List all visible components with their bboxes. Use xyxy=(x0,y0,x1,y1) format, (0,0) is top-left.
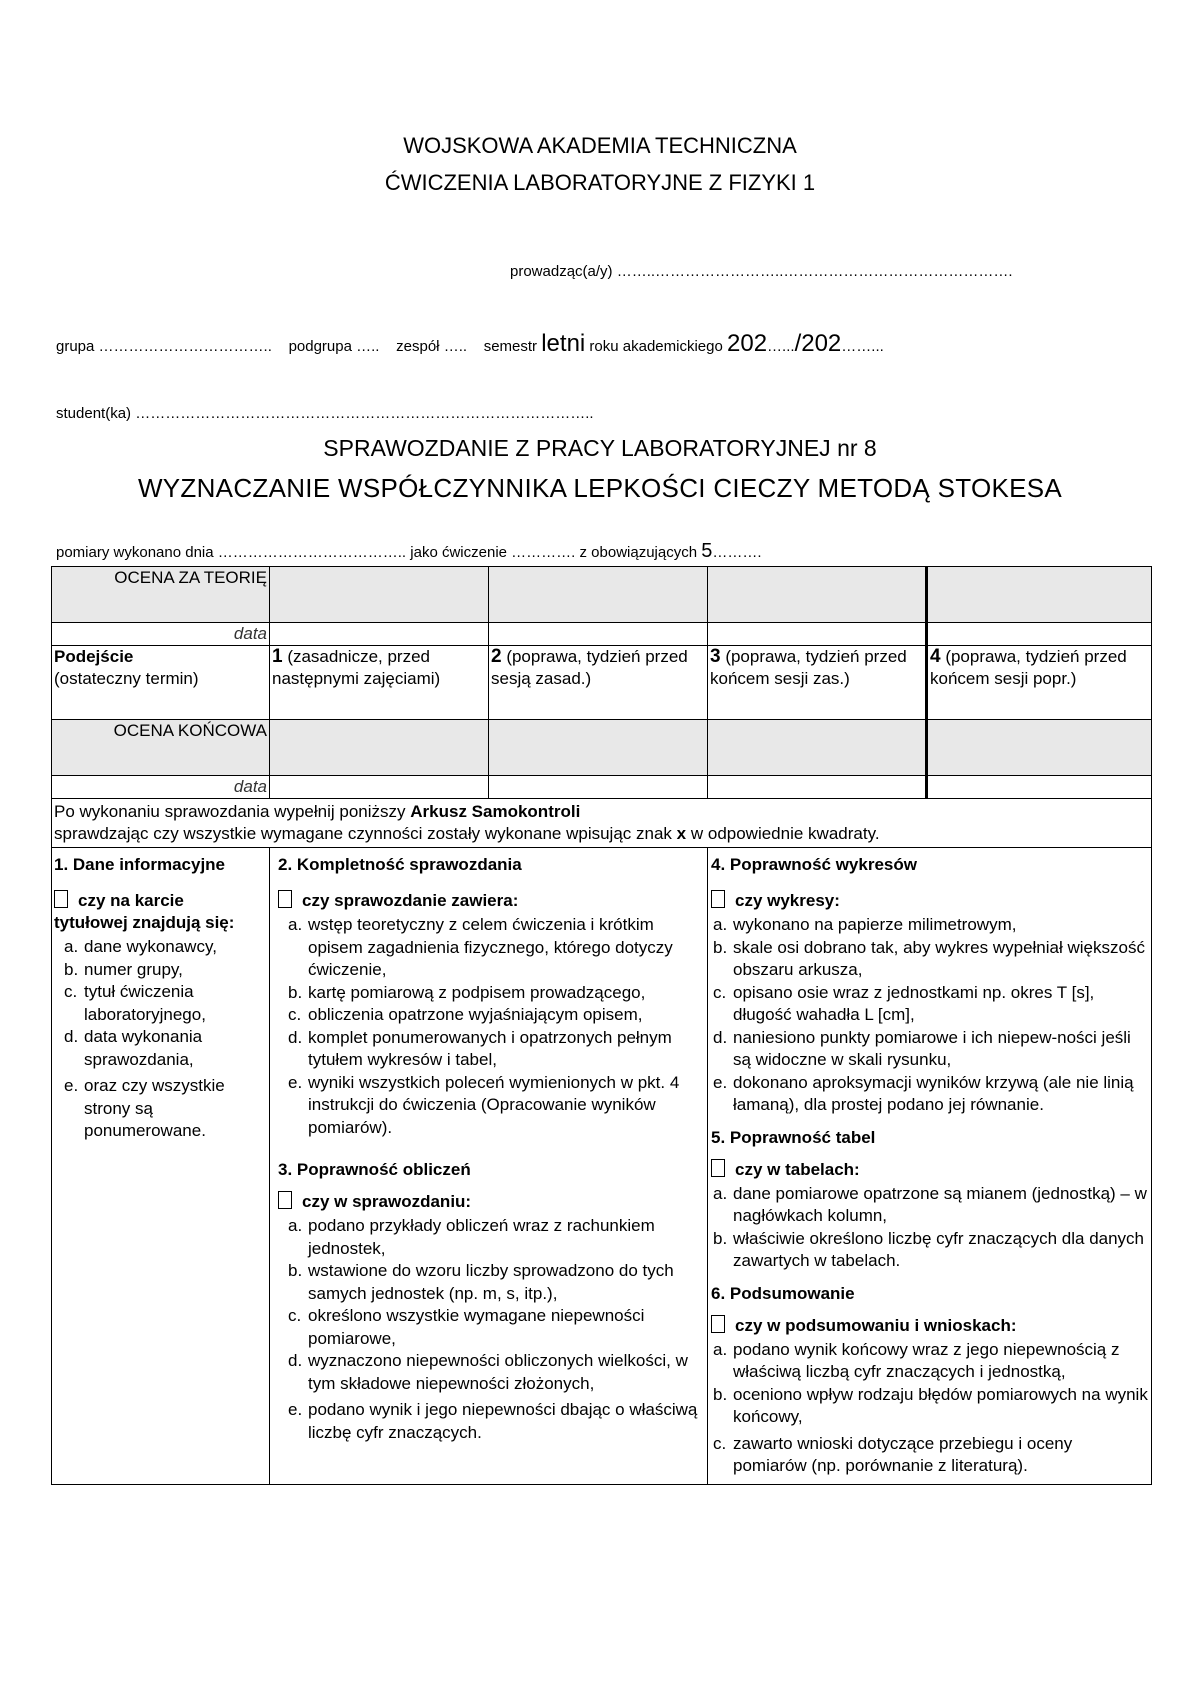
list-item: a. wstęp teoretyczny z celem ćwiczenia i krótkim opisem zagadnienia fizycznego, którego dotyczy ćwiczenie, xyxy=(288,915,673,979)
list-item: b. wstawione do wzoru liczby sprowadzono do tych samych jednostek (np. m, s, itp.), xyxy=(288,1261,674,1303)
student-row xyxy=(56,405,594,422)
final-date-cell-4[interactable] xyxy=(927,776,1152,799)
section-5-title: 5. Poprawność tabel xyxy=(711,1127,876,1147)
final-grade-label: OCENA KOŃCOWA xyxy=(52,720,270,776)
self-check-intro-line2: sprawdzając czy wszystkie wymagane czynności zostały wykonane wpisując znak x w odpowiednie kwadraty. xyxy=(54,824,880,843)
year-start-field[interactable]: …... xyxy=(767,338,795,355)
section-6-checkbox[interactable] xyxy=(711,1315,725,1333)
approach-label-cell xyxy=(52,646,270,720)
list-item: e. podano wynik i jego niepewności dbając o właściwą liczbę cyfr znaczących. xyxy=(288,1400,698,1442)
list-item: d. data wykonania sprawozdania, xyxy=(64,1027,203,1069)
section-4-checkbox[interactable] xyxy=(711,890,725,908)
list-item: d. wyznaczono niepewności obliczonych wielkości, w tym składowe niepewności złożonych, xyxy=(288,1351,688,1393)
approach-row xyxy=(52,646,1152,720)
section-4-list xyxy=(711,914,1149,1117)
list-item: b. skale osi dobrano tak, aby wykres wypełniał większość obszaru arkusza, xyxy=(713,937,1145,979)
section-2-3-cell xyxy=(270,848,708,1485)
instructor-label: prowadząc(a/y) xyxy=(510,263,613,280)
final-grade-row xyxy=(52,720,1152,776)
report-title: SPRAWOZDANIE Z PRACY LABORATORYJNEJ nr 8 xyxy=(323,435,877,461)
grading-table xyxy=(51,566,1152,1485)
measurement-row xyxy=(56,540,762,563)
semester-label: semestr xyxy=(483,338,538,355)
theory-grade-row xyxy=(52,567,1152,623)
attempt-4-text: (poprawa, tydzień przed końcem sesji popr.) xyxy=(930,647,1127,688)
section-4-check: czy wykresy: xyxy=(711,890,1149,912)
list-item: d. naniesiono punkty pomiarowe i ich niepew-ności jeśli są widoczne w skali rysunku, xyxy=(713,1027,1131,1069)
required-value: 5 xyxy=(701,540,713,562)
section-1-check: czy na karcie tytułowej znajdują się: xyxy=(54,891,235,932)
section-1-title: 1. Dane informacyjne xyxy=(54,855,226,874)
list-item: c. opisano osie wraz z jednostkami np. okres T [s], długość wahadła L [cm], xyxy=(713,982,1095,1024)
theory-grade-cell-4[interactable] xyxy=(927,567,1152,623)
section-5-check: czy w tabelach: xyxy=(711,1159,1149,1181)
attempt-2-num: 2 xyxy=(491,646,502,667)
attempt-4 xyxy=(927,646,1152,720)
section-2-title: 2. Kompletność sprawozdania xyxy=(278,855,522,874)
group-label: grupa xyxy=(56,338,95,355)
attempt-2 xyxy=(489,646,708,720)
section-4-6-cell xyxy=(708,848,1152,1485)
theory-date-cell-3[interactable] xyxy=(708,623,927,646)
measurement-date-label: pomiary wykonano dnia xyxy=(56,544,214,561)
required-field[interactable]: ………. xyxy=(712,544,762,561)
attempt-2-text: (poprawa, tydzień przed sesją zasad.) xyxy=(491,647,688,688)
self-check-sections-row xyxy=(52,848,1152,1485)
year-end-field[interactable]: ……... xyxy=(841,338,884,355)
final-grade-cell-1[interactable] xyxy=(270,720,489,776)
list-item: c. obliczenia opatrzone wyjaśniającym opisem, xyxy=(288,1005,643,1024)
group-row xyxy=(56,330,884,358)
list-item: a. podano przykłady obliczeń wraz z rachunkiem jednostek, xyxy=(288,1216,655,1258)
final-date-cell-2[interactable] xyxy=(489,776,708,799)
list-item: c. tytuł ćwiczenia laboratoryjnego, xyxy=(64,982,206,1024)
section-6-list xyxy=(711,1339,1149,1478)
attempt-1 xyxy=(270,646,489,720)
self-check-sheet-name: Arkusz Samokontroli xyxy=(410,802,581,821)
academic-year-label: roku akademickiego xyxy=(589,338,723,355)
institution-name: WOJSKOWA AKADEMIA TECHNICZNA xyxy=(403,133,797,158)
theory-date-cell-1[interactable] xyxy=(270,623,489,646)
list-item: b. kartę pomiarową z podpisem prowadzącego, xyxy=(288,982,646,1002)
list-item: e. oraz czy wszystkie strony są ponumerowane. xyxy=(64,1076,225,1140)
student-field[interactable]: ……………………………………………………………………………….. xyxy=(135,405,594,422)
year-start: 202 xyxy=(727,330,768,357)
section-3-check: czy w sprawozdaniu: xyxy=(278,1191,703,1213)
self-check-intro-line1: Po wykonaniu sprawozdania wypełnij poniższy Arkusz Samokontroli xyxy=(54,802,581,821)
list-item: d. komplet ponumerowanych i opatrzonych pełnym tytułem wykresów i tabel, xyxy=(288,1027,672,1069)
team-field[interactable]: ….. xyxy=(443,338,468,355)
attempt-1-text: (zasadnicze, przed następnymi zajęciami) xyxy=(272,647,441,688)
self-check-intro xyxy=(52,799,1152,848)
attempt-3-text: (poprawa, tydzień przed końcem sesji zas.) xyxy=(710,647,907,688)
theory-date-cell-4[interactable] xyxy=(927,623,1152,646)
section-2-checkbox[interactable] xyxy=(278,890,292,908)
attempt-1-num: 1 xyxy=(272,646,283,667)
list-item: b. właściwie określono liczbę cyfr znaczących dla danych zawartych w tabelach. xyxy=(713,1228,1145,1270)
theory-date-label: data xyxy=(52,623,270,646)
required-label: z obowiązujących xyxy=(579,544,698,561)
final-grade-cell-3[interactable] xyxy=(708,720,927,776)
semester-value: letni xyxy=(541,330,586,357)
theory-date-cell-2[interactable] xyxy=(489,623,708,646)
approach-label: Podejście xyxy=(54,647,134,666)
year-separator: / xyxy=(794,330,802,357)
theory-grade-cell-3[interactable] xyxy=(708,567,927,623)
list-item: e. dokonano aproksymacji wyników krzywą (ale nie linią łamaną), dla prostej podano jej równanie. xyxy=(713,1072,1134,1114)
final-date-cell-3[interactable] xyxy=(708,776,927,799)
section-3-checkbox[interactable] xyxy=(278,1191,292,1209)
list-item: a. dane wykonawcy, xyxy=(64,937,217,956)
list-item: c. zawarto wnioski dotyczące przebiegu i oceny pomiarów (np. porównanie z literaturą). xyxy=(713,1433,1073,1475)
section-3-list xyxy=(278,1215,703,1444)
list-item: a. dane pomiarowe opatrzone są mianem (jednostką) – w nagłówkach kolumn, xyxy=(713,1183,1147,1225)
exercise-field[interactable]: …………. xyxy=(511,544,576,561)
section-5-list xyxy=(711,1183,1149,1273)
year-end: 202 xyxy=(801,330,842,357)
section-1-cell xyxy=(52,848,270,1485)
theory-date-row xyxy=(52,623,1152,646)
course-name: ĆWICZENIA LABORATORYJNE Z FIZYKI 1 xyxy=(384,170,816,195)
list-item: e. wyniki wszystkich poleceń wymienionych w pkt. 4 instrukcji do ćwiczenia (Opracowanie wyników pomiarów). xyxy=(288,1072,680,1137)
final-grade-cell-4[interactable] xyxy=(927,720,1152,776)
section-3-title: 3. Poprawność obliczeń xyxy=(278,1160,471,1179)
instructor-field[interactable]: ……..……………………..………………………………………. xyxy=(616,263,1013,280)
section-6-title: 6. Podsumowanie xyxy=(711,1283,855,1303)
exercise-label: jako ćwiczenie xyxy=(410,544,507,561)
attempt-3-num: 3 xyxy=(710,646,721,667)
instructor-row xyxy=(510,263,1013,280)
list-item: a. wykonano na papierze milimetrowym, xyxy=(713,915,1017,934)
section-1-list xyxy=(54,936,267,1143)
final-date-row xyxy=(52,776,1152,799)
list-item: c. określono wszystkie wymagane niepewności pomiarowe, xyxy=(288,1306,645,1348)
group-field[interactable]: …………………………….. xyxy=(98,338,272,355)
experiment-title: WYZNACZANIE WSPÓŁCZYNNIKA LEPKOŚCI CIECZY METODĄ STOKESA xyxy=(137,473,1063,503)
list-item: b. numer grupy, xyxy=(64,959,183,979)
section-4-title: 4. Poprawność wykresów xyxy=(711,855,917,874)
self-check-intro-row xyxy=(52,799,1152,848)
attempt-4-num: 4 xyxy=(930,646,941,667)
approach-sub: (ostateczny termin) xyxy=(54,669,199,688)
section-6-check: czy w podsumowaniu i wnioskach: xyxy=(711,1315,1149,1337)
theory-grade-cell-1[interactable] xyxy=(270,567,489,623)
section-2-check: czy sprawozdanie zawiera: xyxy=(278,890,703,912)
list-item: a. podano wynik końcowy wraz z jego niepewnością z właściwą liczbą cyfr znaczących i jednostką, xyxy=(713,1339,1120,1381)
section-2-list xyxy=(278,914,703,1139)
section-1-checkbox[interactable] xyxy=(54,890,68,908)
list-item: b. oceniono wpływ rodzaju błędów pomiarowych na wynik końcowy, xyxy=(713,1384,1148,1426)
subgroup-field[interactable]: ….. xyxy=(356,338,380,355)
section-5-checkbox[interactable] xyxy=(711,1159,725,1177)
subgroup-label: podgrupa xyxy=(288,338,352,355)
measurement-date-field[interactable]: ……………………………….. xyxy=(217,544,407,561)
theory-grade-cell-2[interactable] xyxy=(489,567,708,623)
final-date-label: data xyxy=(52,776,270,799)
final-date-cell-1[interactable] xyxy=(270,776,489,799)
attempt-3 xyxy=(708,646,927,720)
final-grade-cell-2[interactable] xyxy=(489,720,708,776)
self-check-mark: x xyxy=(676,824,687,843)
team-label: zespół xyxy=(396,338,440,355)
student-label: student(ka) xyxy=(56,405,132,422)
theory-grade-label: OCENA ZA TEORIĘ xyxy=(52,567,270,623)
